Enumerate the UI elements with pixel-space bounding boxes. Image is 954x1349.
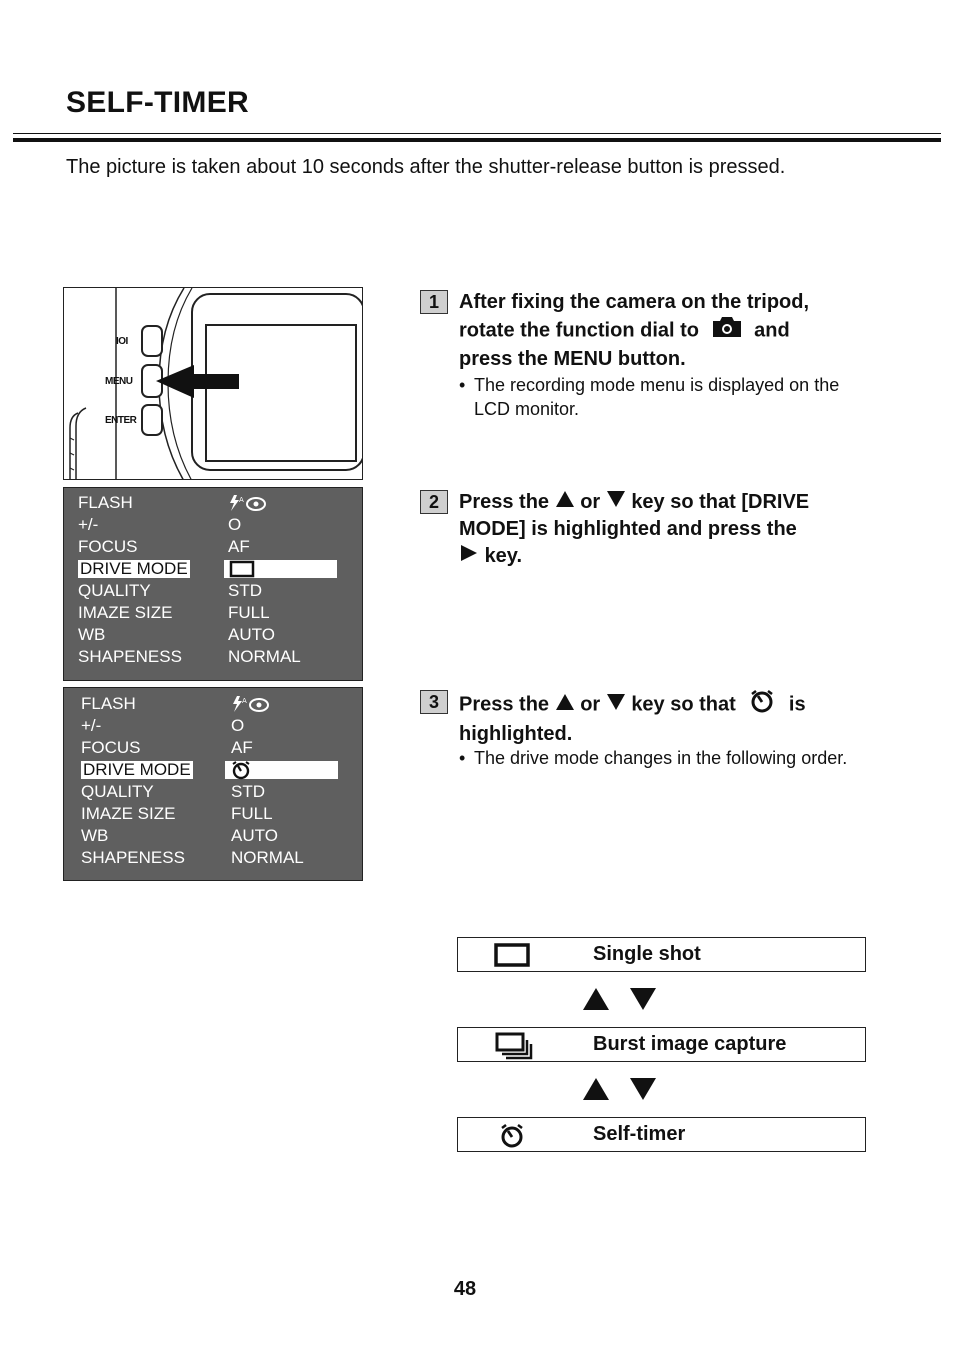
menu-value: AF	[231, 738, 253, 757]
self-timer-icon	[498, 1122, 526, 1153]
menu-row	[64, 715, 364, 737]
step-2-line-2: MODE] is highlighted and press the	[459, 518, 797, 541]
right-arrow-icon	[459, 543, 479, 570]
mode-box-self-timer	[457, 1117, 866, 1152]
step-3-note-text: The drive mode changes in the following order.	[474, 748, 848, 768]
menu-row	[64, 514, 364, 536]
page-title: SELF-TIMER	[66, 86, 249, 119]
single-shot-icon	[228, 560, 258, 578]
bullet-dot: •	[459, 748, 466, 768]
menu-label: +/-	[78, 515, 99, 534]
step-1-line-1: After fixing the camera on the tripod,	[459, 291, 810, 313]
menu-value: O	[231, 716, 245, 735]
step-3-line-2: highlighted.	[459, 723, 573, 745]
menu-value: AF	[228, 537, 250, 556]
up-arrow-icon	[583, 1078, 609, 1100]
single-shot-icon	[494, 942, 530, 973]
menu-screen-single-shot	[63, 487, 363, 681]
step-3-number: 3	[420, 690, 448, 714]
menu-label: SHAPENESS	[78, 647, 182, 666]
menu-label: DRIVE MODE	[80, 559, 188, 578]
step-2-line-3	[459, 543, 879, 570]
menu-value: FULL	[231, 804, 273, 823]
svg-text:A: A	[239, 496, 244, 504]
intro-text: The picture is taken about 10 seconds after the shutter-release button is pressed.	[66, 156, 786, 178]
step-1-line-3: press the MENU button.	[459, 348, 686, 370]
menu-row	[64, 580, 364, 602]
menu-value: NORMAL	[231, 848, 304, 867]
menu-label: IMAZE SIZE	[78, 603, 173, 622]
menu-row	[64, 737, 364, 759]
step-2-text-key: key.	[484, 545, 523, 568]
menu-label: SHAPENESS	[81, 848, 185, 867]
down-arrow-icon	[606, 489, 626, 516]
menu-value: STD	[231, 782, 265, 801]
self-timer-icon	[749, 689, 775, 721]
menu-row	[64, 602, 364, 624]
menu-label: FOCUS	[81, 738, 141, 757]
mode-box-single-shot	[457, 937, 866, 972]
step-2-text-c: key so that [DRIVE	[631, 491, 810, 513]
title-rule-thick	[13, 138, 941, 142]
menu-screen-self-timer	[63, 687, 363, 881]
step-3-line-1	[459, 689, 879, 721]
step-1-number: 1	[420, 290, 448, 314]
step-2-line-1	[459, 489, 879, 516]
menu-row	[64, 536, 364, 558]
step-3-text-c: key so that	[631, 693, 736, 716]
menu-row	[64, 825, 364, 847]
step-3-text-is: is	[788, 693, 806, 716]
step-2-text-a: Press the	[459, 491, 550, 513]
menu-value-highlight	[225, 761, 338, 779]
burst-icon	[494, 1032, 536, 1065]
mode-box-burst	[457, 1027, 866, 1062]
menu-label: QUALITY	[81, 782, 154, 801]
menu-label: FOCUS	[78, 537, 138, 556]
menu-label: FLASH	[81, 694, 136, 713]
mode-label: Self-timer	[593, 1123, 686, 1145]
step-1-instruction	[459, 289, 879, 373]
enter-button-label: ENTER	[105, 415, 137, 426]
menu-button-label: MENU	[105, 376, 133, 387]
menu-label: QUALITY	[78, 581, 151, 600]
menu-value-highlight	[224, 560, 337, 578]
step-3-instruction	[459, 689, 879, 748]
step-1-line-2-and: and	[754, 319, 790, 342]
step-2-text-or: or	[580, 491, 601, 513]
camera-mode-icon	[711, 316, 743, 346]
menu-row	[64, 847, 364, 869]
mode-label: Burst image capture	[593, 1033, 787, 1055]
down-arrow-icon	[606, 692, 626, 719]
display-button-label: IOI	[116, 336, 128, 347]
up-arrow-icon	[583, 988, 609, 1010]
menu-row	[64, 781, 364, 803]
cycle-arrows	[581, 986, 661, 1017]
down-arrow-icon	[630, 1078, 656, 1100]
self-timer-icon	[230, 760, 252, 780]
up-arrow-icon	[555, 489, 575, 516]
menu-row	[64, 624, 364, 646]
menu-label: WB	[78, 625, 106, 644]
menu-row	[64, 693, 364, 715]
menu-label: +/-	[81, 716, 102, 735]
menu-label: WB	[81, 826, 109, 845]
menu-value: AUTO	[228, 625, 275, 644]
menu-value: AUTO	[231, 826, 278, 845]
up-arrow-icon	[555, 692, 575, 719]
menu-row	[64, 803, 364, 825]
title-rule-thin	[13, 133, 941, 134]
page-number: 48	[453, 1278, 477, 1300]
menu-value: STD	[228, 581, 262, 600]
step-3-text-a: Press the	[459, 693, 550, 716]
menu-value: NORMAL	[228, 647, 301, 666]
down-arrow-icon	[630, 988, 656, 1010]
step-2-instruction	[459, 489, 879, 570]
step-1-line-2-text: rotate the function dial to	[459, 319, 699, 342]
step-1-note-text: The recording mode menu is displayed on the LCD monitor.	[474, 375, 840, 419]
step-3-note	[459, 746, 859, 770]
menu-row	[64, 492, 364, 514]
menu-value: FULL	[228, 603, 270, 622]
camera-illustration	[63, 287, 363, 480]
menu-value: O	[228, 515, 242, 534]
menu-row	[64, 646, 364, 668]
menu-row-highlighted	[64, 759, 364, 781]
cycle-arrows	[581, 1076, 661, 1107]
svg-text:A: A	[242, 697, 247, 705]
menu-label: DRIVE MODE	[83, 760, 191, 779]
menu-row-highlighted	[64, 558, 364, 580]
mode-label: Single shot	[593, 943, 701, 965]
step-1-note	[459, 373, 859, 421]
step-3-text-or: or	[580, 693, 601, 716]
menu-label: IMAZE SIZE	[81, 804, 176, 823]
menu-label: FLASH	[78, 493, 133, 512]
step-1-line-2	[459, 316, 879, 346]
step-2-number: 2	[420, 490, 448, 514]
bullet-dot: •	[459, 375, 466, 395]
